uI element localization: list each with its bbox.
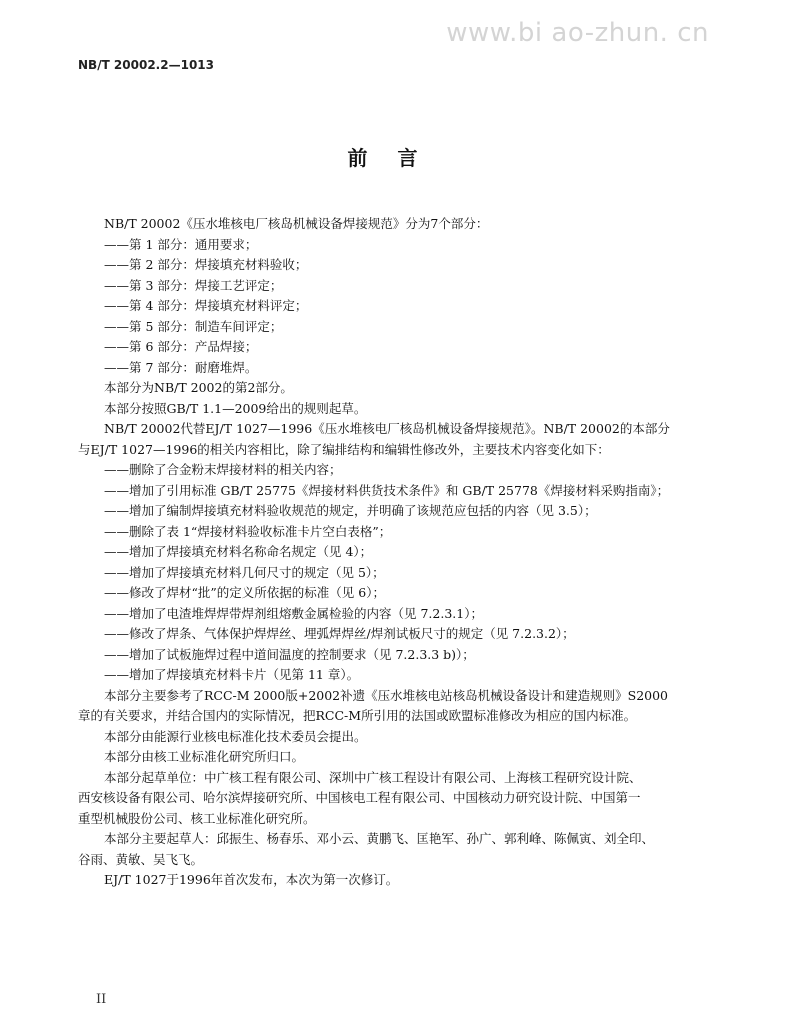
paragraph-line: ——增加了焊接填充材料卡片（见第 11 章）。	[104, 667, 360, 682]
paragraph-line: 本部分为NB/T 2002的第2部分。	[104, 380, 293, 395]
paragraph-line: ——第 3 部分：焊接工艺评定；	[104, 277, 283, 293]
paragraph-line: ——增加了焊接填充材料名称命名规定（见 4）；	[104, 544, 373, 559]
paragraph-line: ——第 2 部分：焊接填充材料验收；	[104, 257, 308, 272]
paragraph-line: 谷雨、黄敏、吴飞飞。	[78, 851, 204, 867]
paragraph-line: ——增加了电渣堆焊焊带焊剂组熔敷金属检验的内容（见 7.2.3.1）；	[104, 605, 483, 621]
paragraph-line: 本部分由能源行业核电标准化技术委员会提出。	[104, 728, 367, 744]
paragraph-line: ——修改了焊条、气体保护焊焊丝、埋弧焊焊丝/焊剂试板尺寸的规定（见 7.2.3.2）；	[104, 626, 575, 641]
paragraph-line: 西安核设备有限公司、哈尔滨焊接研究所、中国核电工程有限公司、中国核动力研究设计院、中国第一	[78, 790, 641, 805]
page-title: 前言	[347, 146, 448, 170]
paragraph-line: ——第 6 部分：产品焊接；	[104, 339, 258, 354]
paragraph-line: 本部分由核工业标准化研究所归口。	[104, 749, 305, 764]
paragraph-line: 本部分主要参考了RCC-M 2000版+2002补遗《压水堆核电站核岛机械设备设计和建造规则》S2000	[104, 687, 669, 703]
paragraph-line: NB/T 20002代替EJ/T 1027—1996《压水堆核电厂核岛机械设备焊接规范》。NB/T 20002的本部分	[104, 421, 670, 436]
paragraph-line: 本部分起草单位：中广核工程有限公司、深圳中广核工程设计有限公司、上海核工程研究设计院、	[104, 769, 642, 785]
body-text	[78, 214, 728, 891]
paragraph-line: 本部分按照GB/T 1.1—2009给出的规则起草。	[104, 400, 367, 416]
paragraph-line: ——修改了焊材“批”的定义所依据的标准（见 6）；	[104, 585, 385, 600]
paragraph-line: ——第 7 部分：耐磨堆焊。	[104, 359, 258, 375]
paragraph-line: ——第 4 部分：焊接填充材料评定；	[104, 298, 308, 313]
standard-code: NB/T 20002.2—1013	[78, 58, 214, 72]
paragraph-line: NB/T 20002《压水堆核电厂核岛机械设备焊接规范》分为7个部分：	[104, 216, 489, 231]
paragraph-line: ——删除了表 1“焊接材料验收标准卡片空白表格”；	[104, 523, 392, 539]
paragraph-line: 章的有关要求，并结合国内的实际情况，把RCC-M所引用的法国或欧盟标准修改为相应的国内标准。	[78, 708, 637, 723]
watermark-text: www.bi ao-zhun. cn	[446, 18, 709, 48]
paragraph-line: ——删除了合金粉末焊接材料的相关内容；	[104, 462, 342, 477]
paragraph-line: 与EJ/T 1027—1996的相关内容相比，除了编排结构和编辑性修改外，主要技术内容变化如下：	[78, 441, 610, 457]
paragraph-line: ——第 5 部分：制造车间评定；	[104, 318, 283, 334]
paragraph-line: ——第 1 部分：通用要求；	[104, 236, 258, 252]
paragraph-line: ——增加了引用标准 GB/T 25775《焊接材料供货技术条件》和 GB/T 25778《焊接材料采购指南》；	[104, 482, 670, 498]
paragraph-line: 重型机械股份公司、核工业标准化研究所。	[78, 810, 316, 826]
paragraph-line: ——增加了编制焊接填充材料验收规范的规定，并明确了该规范应包括的内容（见 3.5）；	[104, 503, 597, 518]
paragraph-line: 本部分主要起草人：邱振生、杨春乐、邓小云、黄鹏飞、匡艳军、孙广、郭利峰、陈佩寅、刘全印、	[104, 831, 655, 846]
paragraph-line: ——增加了试板施焊过程中道间温度的控制要求（见 7.2.3.3 b)）；	[104, 646, 475, 662]
paragraph-line: ——增加了焊接填充材料几何尺寸的规定（见 5）；	[104, 564, 385, 580]
paragraph-line: EJ/T 1027于1996年首次发布，本次为第一次修订。	[104, 872, 399, 887]
page-number: II	[96, 992, 107, 1007]
